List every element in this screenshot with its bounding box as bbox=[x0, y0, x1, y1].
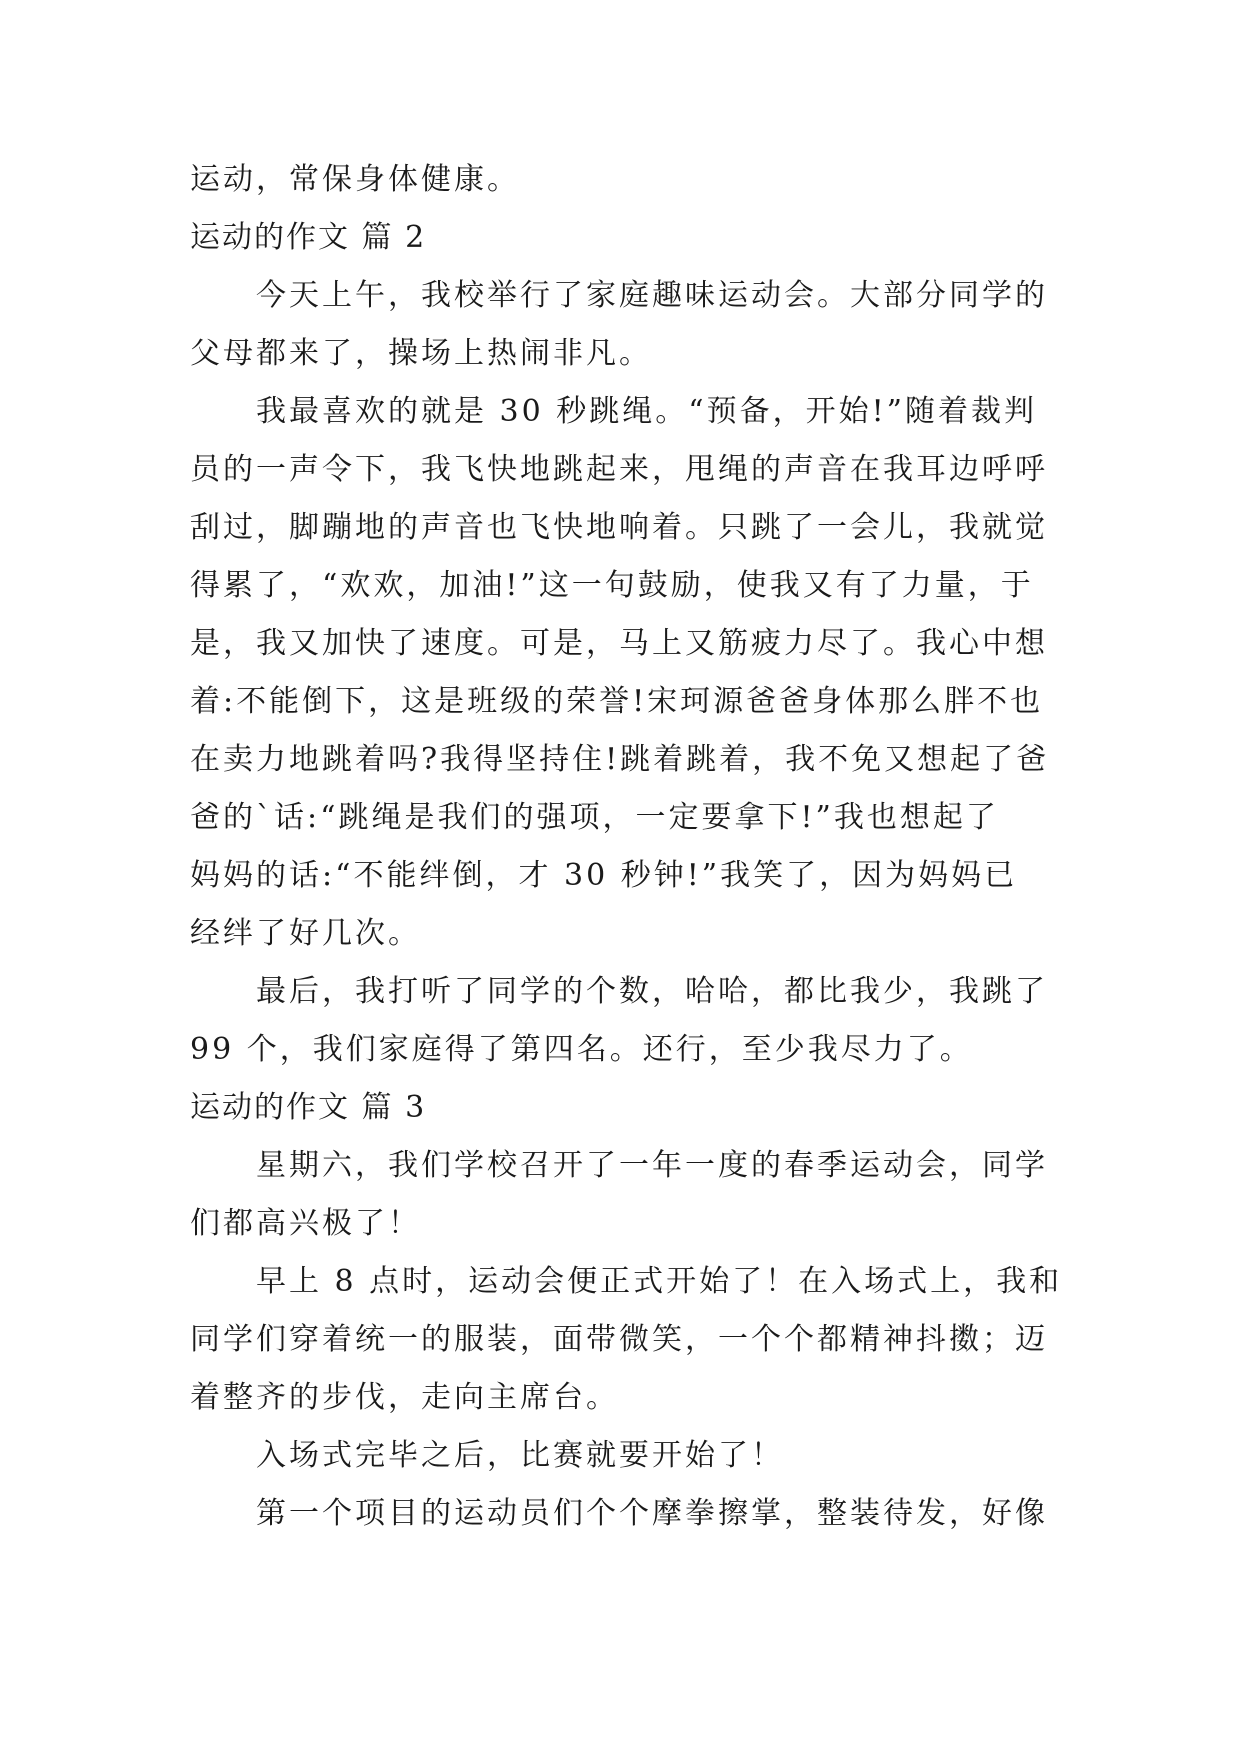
paragraph-line: 运动，常保身体健康。 bbox=[190, 162, 520, 197]
paragraph-line: 最后，我打听了同学的个数，哈哈，都比我少，我跳了 bbox=[256, 974, 1048, 1009]
paragraph-line: 爸的`话:“跳绳是我们的强项，一定要拿下!”我也想起了 bbox=[190, 800, 999, 835]
paragraph-line: 着整齐的步伐，走向主席台。 bbox=[190, 1380, 619, 1415]
paragraph-line: 入场式完毕之后，比赛就要开始了！ bbox=[256, 1438, 784, 1473]
paragraph-line: 在卖力地跳着吗?我得坚持住!跳着跳着，我不免又想起了爸 bbox=[190, 742, 1050, 777]
section-heading: 运动的作文 篇 2 bbox=[190, 220, 427, 255]
paragraph-line: 同学们穿着统一的服装，面带微笑，一个个都精神抖擞；迈 bbox=[190, 1322, 1048, 1357]
paragraph-line: 今天上午，我校举行了家庭趣味运动会。大部分同学的 bbox=[256, 278, 1048, 313]
paragraph-line: 妈妈的话:“不能绊倒，才 30 秒钟!”我笑了，因为妈妈已 bbox=[190, 858, 1018, 893]
paragraph-line: 父母都来了，操场上热闹非凡。 bbox=[190, 336, 652, 371]
paragraph-line: 们都高兴极了！ bbox=[190, 1206, 421, 1241]
paragraph-line: 我最喜欢的就是 30 秒跳绳。“预备，开始!”随着裁判 bbox=[256, 394, 1037, 429]
paragraph-line: 着:不能倒下，这是班级的荣誉!宋珂源爸爸身体那么胖不也 bbox=[190, 684, 1044, 719]
section-heading: 运动的作文 篇 3 bbox=[190, 1090, 427, 1125]
paragraph-line: 刮过，脚蹦地的声音也飞快地响着。只跳了一会儿，我就觉 bbox=[190, 510, 1048, 545]
paragraph-line: 员的一声令下，我飞快地跳起来，甩绳的声音在我耳边呼呼 bbox=[190, 452, 1048, 487]
paragraph-line: 早上 8 点时，运动会便正式开始了！在入场式上，我和 bbox=[256, 1264, 1063, 1299]
paragraph-line: 是，我又加快了速度。可是，马上又筋疲力尽了。我心中想 bbox=[190, 626, 1048, 661]
paragraph-line: 得累了，“欢欢，加油!”这一句鼓励，使我又有了力量，于 bbox=[190, 568, 1034, 603]
paragraph-line: 星期六，我们学校召开了一年一度的春季运动会，同学 bbox=[256, 1148, 1048, 1183]
paragraph-line: 99 个，我们家庭得了第四名。还行，至少我尽力了。 bbox=[190, 1032, 973, 1067]
paragraph-line: 第一个项目的运动员们个个摩拳擦掌，整装待发，好像 bbox=[256, 1496, 1048, 1531]
paragraph-line: 经绊了好几次。 bbox=[190, 916, 421, 951]
